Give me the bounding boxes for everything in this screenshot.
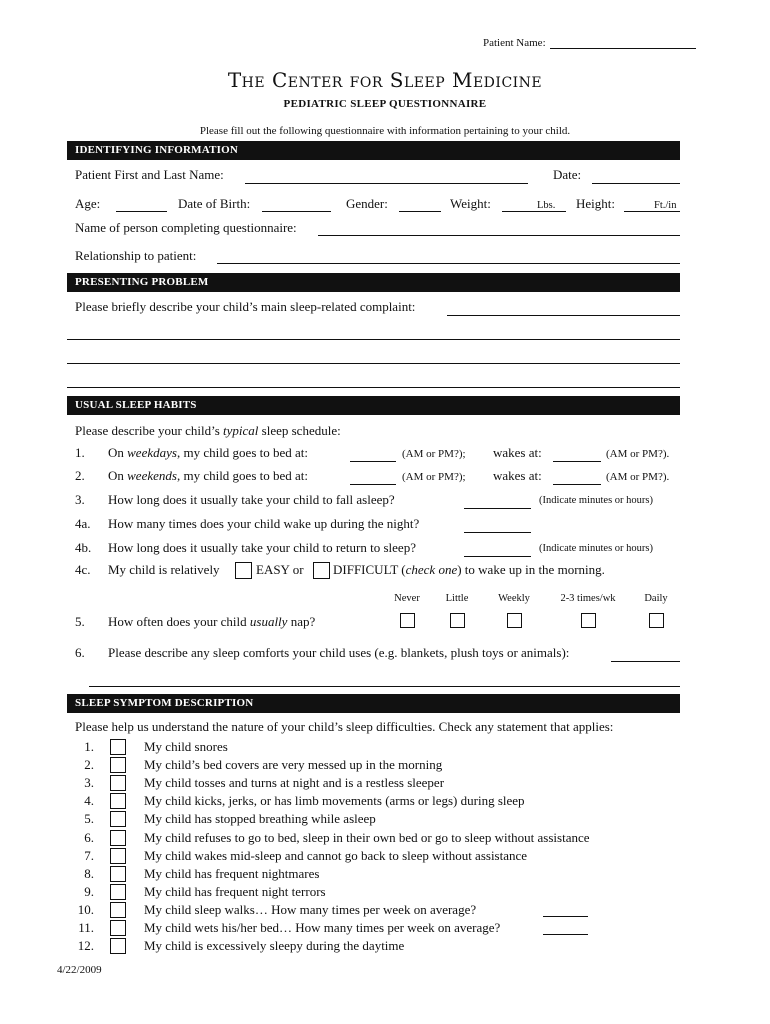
age-label: Age: [75,196,101,211]
q4b-text: How long does it usually take your child to return to sleep? [108,540,416,555]
symptom-checkbox[interactable] [110,757,126,773]
footer-date: 4/22/2009 [57,964,102,976]
q2-wake-field[interactable] [553,484,601,485]
symptom-checkbox[interactable] [110,938,126,954]
page-title: The Center for Sleep Medicine [227,68,543,92]
patient-first-last-field[interactable] [245,183,528,184]
weight-label: Weight: [450,196,491,211]
q1-ampm: (AM or PM?); [402,448,466,460]
q1-bedtime-field[interactable] [350,461,396,462]
q5-post: nap? [287,614,316,629]
q2-pre: On [108,468,128,483]
q4b-field[interactable] [464,556,531,557]
q2-wakes-label: wakes at: [493,468,542,483]
patient-name-field[interactable] [550,48,696,49]
q4c-number: 4c. [75,562,91,577]
symptom-number: 9. [84,883,94,899]
symptom-number: 5. [84,811,94,827]
q4a-number: 4a. [75,516,91,531]
symptom-checkbox[interactable] [110,920,126,936]
symptom-checkbox[interactable] [110,902,126,918]
symptom-checkbox[interactable] [110,775,126,791]
q5-em: usually [249,614,288,629]
q1-number: 1. [75,445,85,460]
gender-field[interactable] [399,211,441,212]
symptom-count-field[interactable] [543,934,588,935]
symptom-number: 8. [84,865,94,881]
q2-post: , my child goes to bed at: [176,468,309,483]
q4c-difficult-text [333,562,605,578]
q4c-post: ) to wake up in the morning. [457,562,605,577]
nap-daily-checkbox[interactable] [649,613,664,628]
completer-label: Name of person completing questionnaire: [75,220,297,235]
q2-text [108,468,308,484]
easy-checkbox[interactable] [235,562,252,579]
q4c-em: check one [405,562,458,577]
symptom-checkbox[interactable] [110,830,126,846]
symptom-text: My child is excessively sleepy during the daytime [144,938,405,954]
symptom-text: My child has stopped breathing while asleep [144,811,376,827]
freq-daily-label: Daily [644,593,668,604]
q2-em: weekends [127,468,177,483]
q4c-difficult: DIFFICULT ( [333,562,406,577]
age-field[interactable] [116,211,167,212]
page-subtitle: PEDIATRIC SLEEP QUESTIONNAIRE [283,98,487,110]
date-label: Date: [553,167,582,182]
q1-pre: On [108,445,128,460]
symptom-number: 1. [84,739,94,754]
q4b-indicate: (Indicate minutes or hours) [539,543,654,554]
q1-wake-field[interactable] [553,461,601,462]
q1-wakes-label: wakes at: [493,445,542,460]
q2-bedtime-field[interactable] [350,484,396,485]
symptom-number: 7. [84,847,94,863]
symptom-number: 4. [84,793,94,809]
q3-field[interactable] [464,508,531,509]
relationship-label: Relationship to patient: [75,248,197,263]
q5-pre: How often does your child [108,614,250,629]
habits-intro [75,423,341,439]
nap-never-checkbox[interactable] [400,613,415,628]
symptom-checkbox[interactable] [110,811,126,827]
height-label: Height: [576,196,615,211]
dob-label: Date of Birth: [178,196,251,211]
symptom-checkbox[interactable] [110,848,126,864]
q6-number: 6. [75,645,85,660]
q1-post: , my child goes to bed at: [176,445,309,460]
freq-weekly-label: Weekly [498,593,530,604]
symptom-text: My child kicks, jerks, or has limb movements (arms or legs) during sleep [144,793,525,809]
symptom-number: 10. [77,901,94,917]
complaint-field-3[interactable] [67,363,680,364]
complaint-field-2[interactable] [67,339,680,340]
symptoms-intro: Please help us understand the nature of your child’s sleep difficulties. Check any statement that applies: [75,719,614,734]
habits-heading-text: USUAL SLEEP HABITS [75,399,197,411]
gender-label: Gender: [346,196,388,211]
symptom-text: My child has frequent nightmares [144,865,320,881]
difficult-checkbox[interactable] [313,562,330,579]
complaint-field-4[interactable] [67,387,680,388]
complaint-label: Please briefly describe your child’s main sleep-related complaint: [75,299,416,314]
intro-text: Please fill out the following questionnaire with information pertaining to your child. [199,125,571,137]
q4b-number: 4b. [75,540,92,555]
habits-intro-post: sleep schedule: [258,423,341,438]
symptom-number: 3. [84,775,94,791]
freq-little-label: Little [445,593,469,604]
q3-text: How long does it usually take your child to fall asleep? [108,492,395,507]
section-header-habits [67,396,680,415]
q1-ampm-end: (AM or PM?). [606,448,670,460]
q2-ampm: (AM or PM?); [402,471,466,483]
symptom-text: My child’s bed covers are very messed up in the morning [144,757,443,773]
symptom-count-field[interactable] [543,916,588,917]
symptom-text: My child refuses to go to bed, sleep in their own bed or go to sleep without assistance [144,829,590,845]
q5-text [108,614,315,630]
nap-weekly-checkbox[interactable] [507,613,522,628]
symptom-text: My child has frequent night terrors [144,883,326,899]
q2-number: 2. [75,468,85,483]
q4a-text: How many times does your child wake up during the night? [108,516,420,531]
q2-ampm-end: (AM or PM?). [606,471,670,483]
q5-number: 5. [75,614,85,629]
complaint-field-1[interactable] [447,315,680,316]
symptom-text: My child wets his/her bed… How many times per week on average? [144,920,501,935]
nap-23-checkbox[interactable] [581,613,596,628]
symptom-checkbox[interactable] [110,884,126,900]
completer-field[interactable] [318,235,680,236]
symptom-number: 12. [77,938,94,954]
symptom-checkbox[interactable] [110,793,126,809]
symptom-number: 2. [84,757,94,773]
q1-em: weekdays [127,445,177,460]
symptom-number: 6. [84,829,94,845]
symptom-text: My child snores [144,739,228,754]
q1-text [108,445,308,461]
section-header-identifying: IDENTIFYING INFORMATION [67,141,680,160]
nap-little-checkbox[interactable] [450,613,465,628]
relationship-field[interactable] [217,263,680,264]
q6-field-2[interactable] [89,686,680,687]
patient-first-last-label: Patient First and Last Name: [75,167,224,182]
symptom-text: My child tosses and turns at night and is a restless sleeper [144,775,445,791]
symptom-text: My child sleep walks… How many times per week on average? [144,901,477,917]
section-header-presenting: PRESENTING PROBLEM [67,273,680,292]
freq-23-label: 2-3 times/wk [560,593,616,604]
q3-number: 3. [75,492,85,507]
dob-field[interactable] [262,211,331,212]
weight-unit: Lbs. [537,200,556,211]
height-unit: Ft./in [654,200,677,211]
symptom-checkbox[interactable] [110,739,126,755]
height-field[interactable] [624,211,680,212]
date-field[interactable] [592,183,680,184]
q6-field-1[interactable] [611,661,680,662]
habits-intro-em: typical [223,423,259,438]
symptom-text: My child wakes mid-sleep and cannot go back to sleep without assistance [144,847,528,863]
patient-name-label: Patient Name: [483,37,546,49]
symptom-number: 11. [78,920,94,935]
q6-text: Please describe any sleep comforts your child uses (e.g. blankets, plush toys or animals): [108,645,570,660]
section-header-symptoms: SLEEP SYMPTOM DESCRIPTION [67,694,680,713]
q3-indicate: (Indicate minutes or hours) [539,495,654,506]
weight-field[interactable] [502,211,566,212]
freq-never-label: Never [394,593,420,604]
q4c-pre: My child is relatively [108,562,220,577]
symptom-checkbox[interactable] [110,866,126,882]
q4a-field[interactable] [464,532,531,533]
habits-intro-pre: Please describe your child’s [75,423,224,438]
q4c-easy: EASY or [256,562,304,577]
